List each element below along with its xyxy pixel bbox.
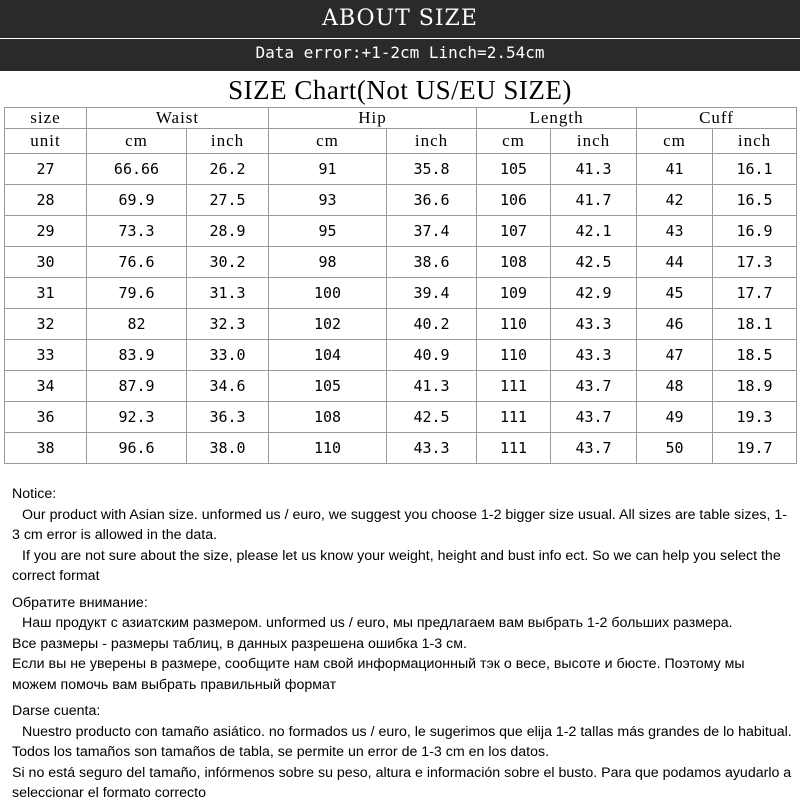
notice-text-ru-1: Наш продукт с азиатским размером. unformed us / euro, мы предлагаем вам выбрать 1-2 больших размера. xyxy=(22,615,733,631)
table-row xyxy=(5,402,797,433)
notice-text-es-2: Si no está seguro del tamaño, infórmenos sobre su peso, altura e información sobre el busto. Para que podamos ayudarlo a seleccionar el formato correcto xyxy=(12,764,792,801)
notice-heading-en: Notice: xyxy=(12,486,57,502)
measurement-cell: 17.3 xyxy=(713,247,797,278)
measurement-cell: 43.7 xyxy=(551,433,637,464)
measurement-cell: 105 xyxy=(269,371,387,402)
header-unit-cell: inch xyxy=(187,129,269,154)
measurement-cell: 87.9 xyxy=(87,371,187,402)
size-rows xyxy=(5,154,797,464)
size-cell: 29 xyxy=(5,216,87,247)
size-cell: 28 xyxy=(5,185,87,216)
header-unit-cell: cm xyxy=(637,129,713,154)
measurement-cell: 110 xyxy=(477,340,551,371)
notice-heading-es: Darse cuenta: xyxy=(12,703,101,719)
measurement-cell: 38.0 xyxy=(187,433,269,464)
measurement-cell: 110 xyxy=(269,433,387,464)
measurement-cell: 16.9 xyxy=(713,216,797,247)
table-row xyxy=(5,309,797,340)
size-cell: 33 xyxy=(5,340,87,371)
notice-heading-ru: Обратите внимание: xyxy=(12,594,148,611)
measurement-cell: 95 xyxy=(269,216,387,247)
measurement-cell: 16.5 xyxy=(713,185,797,216)
notice-text-es-1: Nuestro producto con tamaño asiático. no formados us / euro, le sugerimos que elija 1-2 tallas más grandes de lo habitual. Todos los tamaños son tamaños de tabla, se permite un error de 1-3 cm en los datos. xyxy=(12,723,792,760)
measurement-cell: 38.6 xyxy=(387,247,477,278)
size-cell: 27 xyxy=(5,154,87,185)
measurement-cell: 83.9 xyxy=(87,340,187,371)
measurement-cell: 27.5 xyxy=(187,185,269,216)
measurement-cell: 73.3 xyxy=(87,216,187,247)
measurement-cell: 45 xyxy=(637,278,713,309)
measurement-cell: 43.7 xyxy=(551,402,637,433)
measurement-cell: 107 xyxy=(477,216,551,247)
notice-text-ru-2: Все размеры - размеры таблиц, в данных разрешена ошибка 1-3 см. xyxy=(12,635,467,652)
measurement-cell: 109 xyxy=(477,278,551,309)
table-row xyxy=(5,433,797,464)
measurement-cell: 66.66 xyxy=(87,154,187,185)
measurement-cell: 104 xyxy=(269,340,387,371)
table-row xyxy=(5,371,797,402)
notice-text-ru-3: Если вы не уверены в размере, сообщите нам свой информационный тэк о весе, высоте и бюсте. Поэтому мы можем помочь вам выбрать правильный формат xyxy=(12,656,745,693)
banner-subtitle: Data error:+1-2cm Linch=2.54cm xyxy=(255,43,545,62)
measurement-cell: 39.4 xyxy=(387,278,477,309)
table-row xyxy=(5,185,797,216)
notice-section xyxy=(12,484,792,804)
measurement-cell: 32.3 xyxy=(187,309,269,340)
measurement-cell: 79.6 xyxy=(87,278,187,309)
measurement-cell: 43.3 xyxy=(387,433,477,464)
header-waist: Waist xyxy=(87,108,269,129)
header-unit-cell: inch xyxy=(387,129,477,154)
measurement-cell: 34.6 xyxy=(187,371,269,402)
measurement-cell: 35.8 xyxy=(387,154,477,185)
measurement-cell: 106 xyxy=(477,185,551,216)
measurement-cell: 37.4 xyxy=(387,216,477,247)
measurement-cell: 43 xyxy=(637,216,713,247)
measurement-cell: 16.1 xyxy=(713,154,797,185)
measurement-cell: 41.3 xyxy=(387,371,477,402)
table-row xyxy=(5,154,797,185)
table-row xyxy=(5,278,797,309)
measurement-cell: 43.3 xyxy=(551,309,637,340)
banner-title: ABOUT SIZE xyxy=(322,6,478,31)
header-unit-cell: inch xyxy=(551,129,637,154)
measurement-cell: 28.9 xyxy=(187,216,269,247)
measurement-cell: 93 xyxy=(269,185,387,216)
table-unit-header-row xyxy=(5,129,797,154)
notice-text-en-2: If you are not sure about the size, please let us know your weight, height and bust info ect. So we can help you select the correct format xyxy=(12,547,781,584)
measurement-cell: 49 xyxy=(637,402,713,433)
measurement-cell: 18.5 xyxy=(713,340,797,371)
header-unit-cell: cm xyxy=(269,129,387,154)
measurement-cell: 91 xyxy=(269,154,387,185)
size-cell: 38 xyxy=(5,433,87,464)
measurement-cell: 41.3 xyxy=(551,154,637,185)
size-cell: 34 xyxy=(5,371,87,402)
header-cuff: Cuff xyxy=(637,108,797,129)
table-row xyxy=(5,216,797,247)
size-cell: 30 xyxy=(5,247,87,278)
measurement-cell: 36.6 xyxy=(387,185,477,216)
header-size: size xyxy=(5,108,87,129)
header-banner xyxy=(0,0,800,71)
measurement-cell: 82 xyxy=(87,309,187,340)
measurement-cell: 41 xyxy=(637,154,713,185)
measurement-cell: 98 xyxy=(269,247,387,278)
measurement-cell: 108 xyxy=(477,247,551,278)
measurement-cell: 40.2 xyxy=(387,309,477,340)
notice-text-en-1: Our product with Asian size. unformed us / euro, we suggest you choose 1-2 bigger size usual. All sizes are table sizes, 1-3 cm error is allowed in the data. xyxy=(12,506,787,543)
measurement-cell: 50 xyxy=(637,433,713,464)
measurement-cell: 42.1 xyxy=(551,216,637,247)
measurement-cell: 19.7 xyxy=(713,433,797,464)
measurement-cell: 48 xyxy=(637,371,713,402)
measurement-cell: 76.6 xyxy=(87,247,187,278)
header-unit: unit xyxy=(5,129,87,154)
measurement-cell: 43.3 xyxy=(551,340,637,371)
measurement-cell: 41.7 xyxy=(551,185,637,216)
measurement-cell: 102 xyxy=(269,309,387,340)
measurement-cell: 17.7 xyxy=(713,278,797,309)
measurement-cell: 30.2 xyxy=(187,247,269,278)
size-cell: 32 xyxy=(5,309,87,340)
measurement-cell: 42.9 xyxy=(551,278,637,309)
measurement-cell: 36.3 xyxy=(187,402,269,433)
measurement-cell: 18.9 xyxy=(713,371,797,402)
size-chart-title: SIZE Chart(Not US/EU SIZE) xyxy=(228,75,572,105)
header-length: Length xyxy=(477,108,637,129)
measurement-cell: 92.3 xyxy=(87,402,187,433)
measurement-cell: 33.0 xyxy=(187,340,269,371)
measurement-cell: 40.9 xyxy=(387,340,477,371)
size-cell: 36 xyxy=(5,402,87,433)
measurement-cell: 44 xyxy=(637,247,713,278)
measurement-cell: 42.5 xyxy=(387,402,477,433)
header-hip: Hip xyxy=(269,108,477,129)
measurement-cell: 47 xyxy=(637,340,713,371)
measurement-cell: 108 xyxy=(269,402,387,433)
header-unit-cell: cm xyxy=(87,129,187,154)
measurement-cell: 111 xyxy=(477,402,551,433)
table-group-header-row xyxy=(5,108,797,129)
measurement-cell: 69.9 xyxy=(87,185,187,216)
measurement-cell: 100 xyxy=(269,278,387,309)
header-unit-cell: inch xyxy=(713,129,797,154)
measurement-cell: 111 xyxy=(477,433,551,464)
measurement-cell: 96.6 xyxy=(87,433,187,464)
table-row xyxy=(5,340,797,371)
header-unit-cell: cm xyxy=(477,129,551,154)
measurement-cell: 26.2 xyxy=(187,154,269,185)
measurement-cell: 46 xyxy=(637,309,713,340)
size-table xyxy=(4,107,797,464)
table-row xyxy=(5,247,797,278)
measurement-cell: 111 xyxy=(477,371,551,402)
size-cell: 31 xyxy=(5,278,87,309)
measurement-cell: 42 xyxy=(637,185,713,216)
measurement-cell: 42.5 xyxy=(551,247,637,278)
measurement-cell: 110 xyxy=(477,309,551,340)
measurement-cell: 31.3 xyxy=(187,278,269,309)
measurement-cell: 19.3 xyxy=(713,402,797,433)
banner-divider xyxy=(0,38,800,39)
measurement-cell: 18.1 xyxy=(713,309,797,340)
measurement-cell: 43.7 xyxy=(551,371,637,402)
measurement-cell: 105 xyxy=(477,154,551,185)
